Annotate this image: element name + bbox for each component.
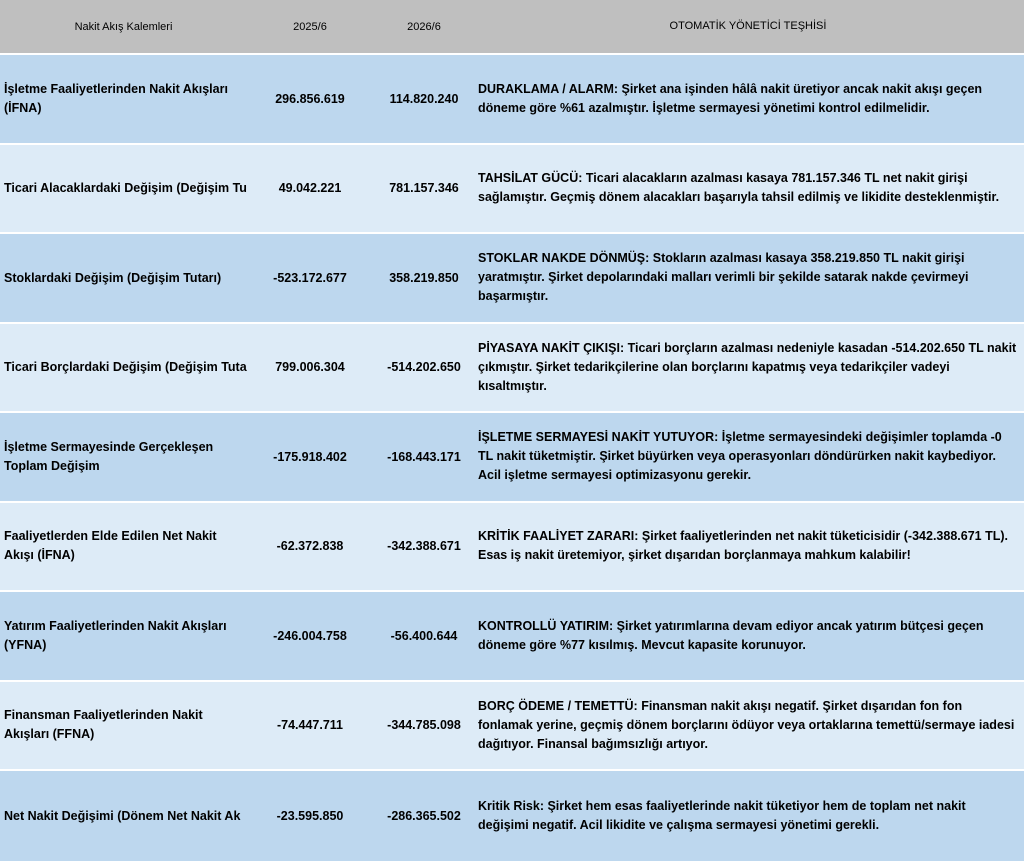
row-value-2025: 799.006.304 <box>275 360 345 375</box>
table-row <box>0 234 1024 324</box>
row-item-label: Stoklardaki Değişim (Değişim Tutarı) <box>4 270 222 285</box>
header-2026: 2026/6 <box>407 20 441 33</box>
row-value-2026: -514.202.650 <box>387 360 461 375</box>
row-item-label: Finansman Faaliyetlerinden Nakit Akışları (FFNA) <box>4 708 203 742</box>
row-value-2025: -246.004.758 <box>273 628 347 643</box>
table-header-row <box>0 0 1024 55</box>
row-diagnosis: TAHSİLAT GÜCÜ: Ticari alacakların azalması kasaya 781.157.346 TL net nakit girişi sağlamıştır. Geçmiş dönem alacakları başarıyla tahsil edilmiş ve likidite desteklenmiştir. <box>478 171 1000 205</box>
header-cash-flow-items: Nakit Akış Kalemleri <box>74 20 173 33</box>
row-diagnosis: DURAKLAMA / ALARM: Şirket ana işinden hâlâ nakit üretiyor ancak nakit akışı geçen döneme göre %61 azalmıştır. İşletme sermayesi yönetimi kontrol edilmelidir. <box>478 81 983 115</box>
row-value-2026: 114.820.240 <box>389 91 459 106</box>
table-row <box>0 503 1024 593</box>
row-diagnosis: Kritik Risk: Şirket hem esas faaliyetlerinde nakit tüketiyor hem de toplam net nakit değişimi negatif. Acil likidite ve çalışma sermayesi yönetimi gerekli. <box>478 798 966 832</box>
row-diagnosis: STOKLAR NAKDE DÖNMÜŞ: Stokların azalması kasaya 358.219.850 TL nakit girişi yaratmıştır. Şirket depolarındaki malları verimli bir şekilde satarak nakde çevirmeyi başarmıştır. <box>478 251 969 304</box>
row-value-2025: -23.595.850 <box>276 808 344 823</box>
table-row <box>0 682 1024 772</box>
row-item-label: İşletme Sermayesinde Gerçekleşen Toplam Değişim <box>4 439 214 473</box>
row-item-label: Yatırım Faaliyetlerinden Nakit Akışları (YFNA) <box>4 618 227 652</box>
row-diagnosis: KONTROLLÜ YATIRIM: Şirket yatırımlarına devam ediyor ancak yatırım bütçesi geçen döneme göre %77 kısılmış. Mevcut kapasite korunuyor. <box>478 618 984 652</box>
row-value-2026: -344.785.098 <box>387 718 461 733</box>
row-value-2026: 781.157.346 <box>389 181 459 196</box>
row-value-2025: 49.042.221 <box>278 181 342 196</box>
row-value-2025: -74.447.711 <box>276 718 344 733</box>
row-value-2025: -523.172.677 <box>273 270 347 285</box>
table-row <box>0 413 1024 503</box>
header-2025: 2025/6 <box>293 20 327 33</box>
row-value-2026: -56.400.644 <box>390 628 458 643</box>
row-diagnosis: İŞLETME SERMAYESİ NAKİT YUTUYOR: İşletme sermayesindeki değişimler toplamda -0 TL nakit tüketmiştir. Şirket büyürken veya operasyonları döndürürken nakit kaybediyor. Acil işletme sermayesi optimizasyonu gerekir. <box>478 430 1002 483</box>
row-value-2026: -286.365.502 <box>387 808 461 823</box>
row-value-2026: -168.443.171 <box>387 449 461 464</box>
row-item-label: Ticari Alacaklardaki Değişim (Değişim Tu <box>4 181 247 196</box>
row-diagnosis: BORÇ ÖDEME / TEMETTÜ: Finansman nakit akışı negatif. Şirket dışarıdan fon fon fonlamak yerine, geçmiş dönem borçlarını ödüyor veya ortaklarına temettü/sermaye iadesi dağıtıyor. Finansal bağımsızlığı artıyor. <box>478 698 1015 751</box>
row-diagnosis: PİYASAYA NAKİT ÇIKIŞI: Ticari borçların azalması nedeniyle kasadan -514.202.650 TL nakit çıkmıştır. Şirket tedarikçilerine olan borçlarını kapatmış veya tedarikçiler vadeyi kısaltmıştır. <box>478 340 1017 393</box>
table-row <box>0 324 1024 414</box>
row-diagnosis: KRİTİK FAALİYET ZARARI: Şirket faaliyetlerinden net nakit tüketicisidir (-342.388.671 TL). Esas iş nakit üretemiyor, şirket dışarıdan borçlanmaya mahkum kalabilir! <box>478 529 1008 563</box>
row-value-2025: 296.856.619 <box>275 91 345 106</box>
table-row <box>0 145 1024 235</box>
row-value-2026: -342.388.671 <box>387 539 461 554</box>
table-row <box>0 592 1024 682</box>
row-item-label: Faaliyetlerden Elde Edilen Net Nakit Akışı (İFNA) <box>4 529 217 563</box>
header-diagnosis: OTOMATİK YÖNETİCİ TEŞHİSİ <box>669 20 827 32</box>
row-item-label: Ticari Borçlardaki Değişim (Değişim Tuta <box>4 360 247 375</box>
table-row <box>0 55 1024 145</box>
table-row <box>0 771 1024 861</box>
row-value-2026: 358.219.850 <box>389 270 459 285</box>
row-item-label: İşletme Faaliyetlerinden Nakit Akışları (İFNA) <box>4 81 228 115</box>
row-value-2025: -62.372.838 <box>276 539 344 554</box>
row-item-label: Net Nakit Değişimi (Dönem Net Nakit Ak <box>4 808 241 823</box>
row-value-2025: -175.918.402 <box>273 449 347 464</box>
